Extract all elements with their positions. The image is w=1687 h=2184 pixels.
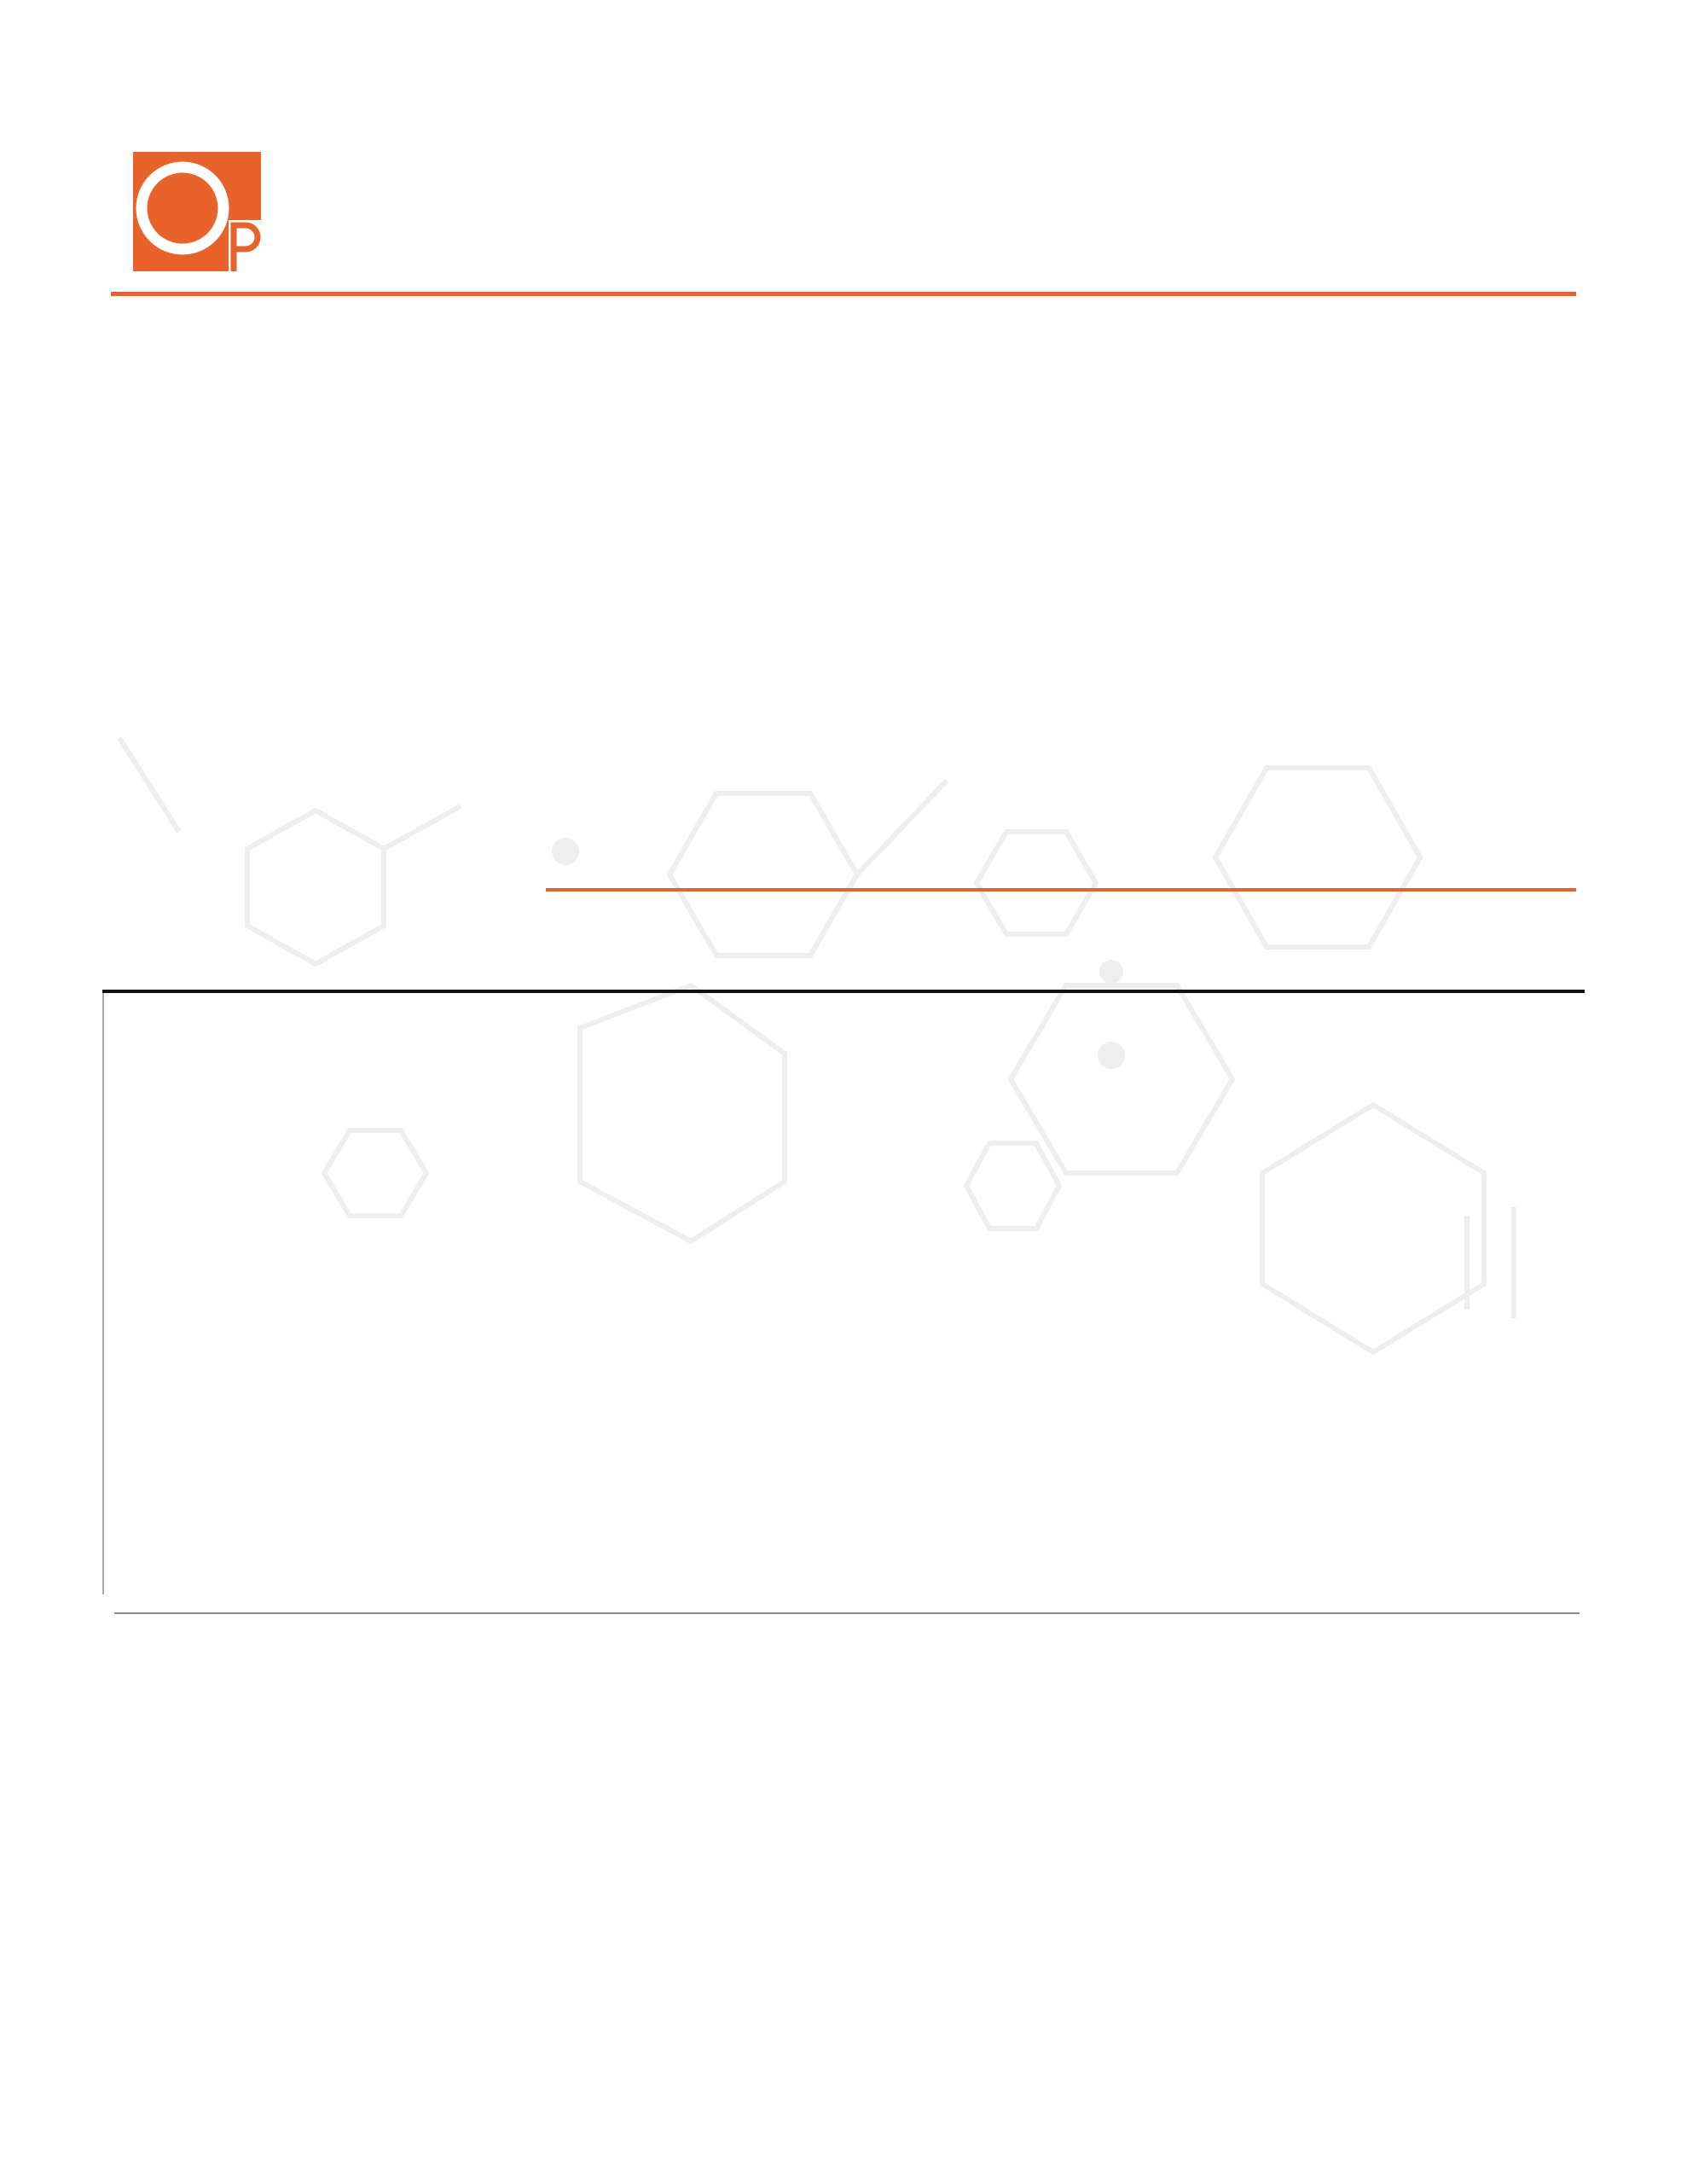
table-header-divider — [102, 990, 1585, 993]
table-header — [102, 957, 1585, 991]
header-divider — [111, 292, 1576, 296]
molecule-background-decoration — [102, 729, 1586, 1472]
orange-photonics-logo-icon — [133, 152, 261, 271]
table-bottom-divider — [114, 1612, 1580, 1614]
section-title-divider — [546, 888, 1576, 892]
brand-name — [280, 145, 285, 215]
table-left-border — [102, 993, 104, 1594]
